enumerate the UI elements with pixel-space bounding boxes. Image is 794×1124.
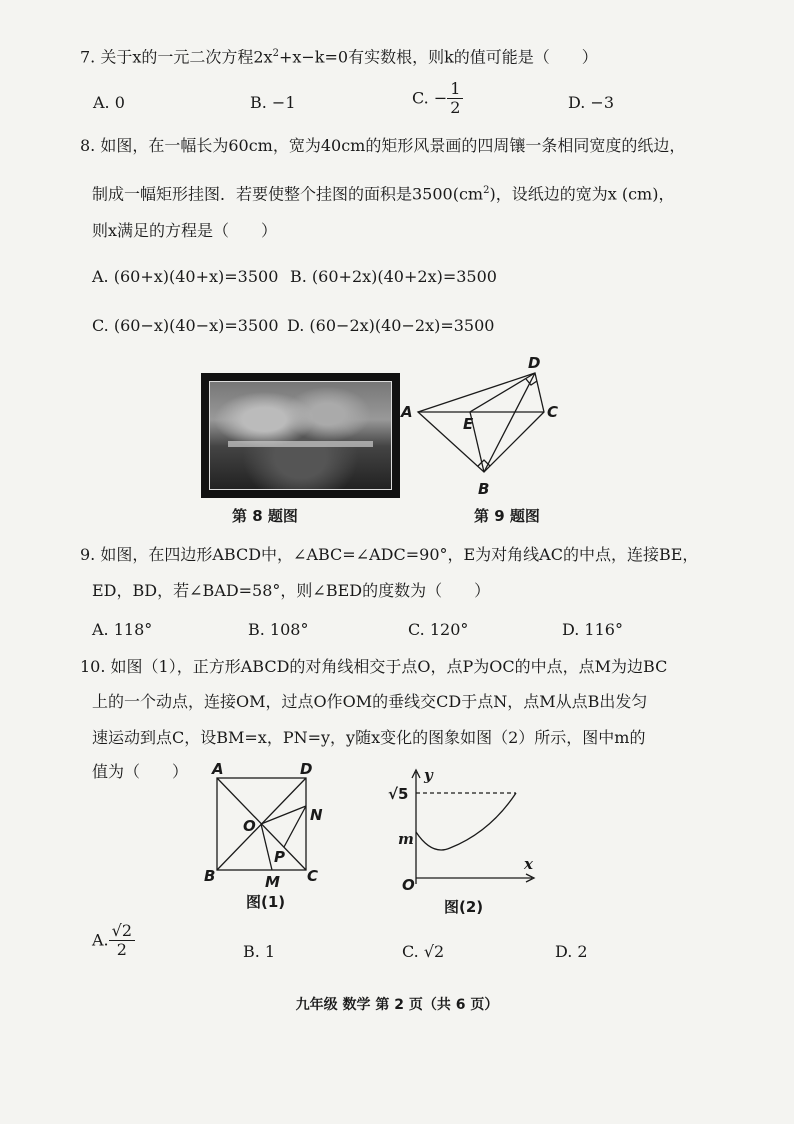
q7-stem-a: 7. 关于x的一元二次方程2x (80, 47, 273, 67)
q10-line4: 值为（ ） (92, 762, 189, 781)
fig9-caption: 第 9 题图 (474, 507, 540, 525)
q7-option-a: A. 0 (93, 93, 125, 112)
q10-option-d: D. 2 (555, 942, 588, 961)
q10-option-a-fraction (109, 922, 135, 959)
q8-option-a: A. (60+x)(40+x)=3500 (92, 267, 279, 286)
fig10-2-label-y: y (424, 766, 433, 784)
q9-option-c: C. 120° (408, 620, 469, 639)
fig8-caption: 第 8 题图 (232, 507, 298, 525)
q10-line3: 速运动到点C，设BM=x，PN=y，y随x变化的图象如图（2）所示，图中m的 (92, 728, 646, 747)
q8-line2-b: )，设纸边的宽为x (cm)， (489, 184, 675, 204)
page-footer: 九年级 数学 第 2 页（共 6 页） (295, 997, 499, 1013)
fig10-2-label-x: x (524, 855, 533, 873)
q10-line2: 上的一个动点，连接OM，过点O作OM的垂线交CD于点N，点M从点B出发匀 (92, 692, 648, 711)
q8-line2-a: 制成一幅矩形挂图．若要使整个挂图的面积是3500(cm (92, 184, 484, 204)
q8-line2-sup: 2 (483, 185, 490, 196)
fig9-label-e: E (463, 415, 474, 433)
q10-option-c (402, 942, 444, 962)
q8-option-c: C. (60−x)(40−x)=3500 (92, 316, 279, 335)
fig9-label-c: C (547, 403, 559, 421)
fig9-label-b: B (478, 480, 490, 498)
fig10-1-label-p: P (274, 848, 285, 866)
q9-option-b: B. 108° (248, 620, 309, 639)
q10-option-a-prefix: A. (92, 930, 109, 950)
fig10-1-label-d: D (300, 760, 313, 778)
q8-option-d: D. (60−2x)(40−2x)=3500 (287, 316, 495, 335)
q8-option-b: B. (60+2x)(40+2x)=3500 (290, 267, 497, 286)
q10-option-c-prefix: C. (402, 942, 424, 961)
fig9-label-a: A (401, 403, 413, 421)
q8-line3: 则x满足的方程是（ ） (92, 221, 278, 240)
fig10-2-caption: 图(2) (444, 898, 484, 916)
fig10-1-label-a: A (212, 760, 224, 778)
q7-option-b: B. −1 (250, 93, 296, 112)
fig10-2-label-root5: √5 (388, 785, 409, 803)
q10-line1: 10. 如图（1），正方形ABCD的对角线相交于点O，点P为OC的中点，点M为边BC (80, 657, 668, 676)
q10-option-c-value: √2 (423, 942, 445, 961)
fig10-2-label-m: m (398, 830, 414, 848)
fig10-1-label-n: N (310, 806, 323, 824)
q10-option-a (92, 922, 135, 959)
q9-line2: ED，BD，若∠BAD=58°，则∠BED的度数为（ ） (92, 581, 491, 600)
q9-option-a: A. 118° (92, 620, 153, 639)
q7-option-c-num: 1 (447, 80, 463, 99)
q7-option-c-prefix: C. − (412, 88, 448, 108)
q10-option-a-den: 2 (116, 940, 127, 959)
fig10-1-label-o: O (243, 817, 256, 835)
q8-line1: 8. 如图，在一幅长为60cm，宽为40cm的矩形风景画的四周镶一条相同宽度的纸边， (80, 136, 686, 155)
fig10-1-label-m: M (265, 873, 280, 891)
q7-stem-b: +x−k=0有实数根，则k的值可能是（ ） (278, 47, 598, 67)
q7-stem-sup: 2 (272, 48, 279, 59)
fig10-1-label-b: B (204, 867, 216, 885)
q9-line1: 9. 如图，在四边形ABCD中，∠ABC=∠ADC=90°，E为对角线AC的中点，连接BE， (80, 545, 699, 564)
q9-option-d: D. 116° (562, 620, 623, 639)
fig9-label-d: D (528, 354, 541, 372)
q10-option-a-num: √2 (109, 922, 135, 941)
fig10-2-label-o: O (402, 876, 415, 894)
q10-option-b: B. 1 (243, 942, 276, 961)
fig10-1-label-c: C (307, 867, 319, 885)
fig10-1-caption: 图(1) (246, 893, 286, 911)
q7-option-d: D. −3 (568, 93, 615, 112)
q7-option-c-den: 2 (450, 98, 461, 117)
